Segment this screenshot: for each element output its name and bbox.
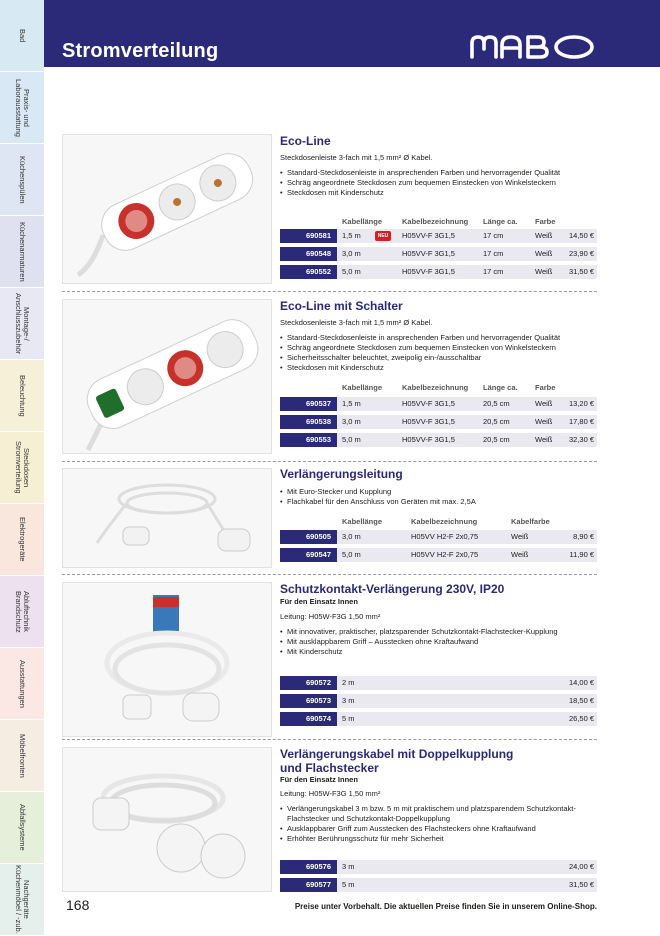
section-title-line2: und Flachstecker [280,761,379,775]
price: 14,00 € [568,678,594,687]
bullet-list [280,804,600,844]
table-row [280,433,597,447]
sidebar-tab[interactable] [0,720,44,792]
sidebar-tab-label: Möbelfronten [18,733,27,778]
bullet-item: • Erhöhter Berührungsschutz für mehr Sicherheit [280,834,600,844]
table-row [280,415,597,429]
product-image-eco-line-switch [62,299,272,454]
page-number: 168 [66,897,90,913]
table-cell: H05VV-F 3G1,5 [402,435,455,444]
table-cell: H05VV-F 3G1,5 [402,417,455,426]
column-header: Länge ca. [483,383,518,392]
section-title: Eco-Line mit Schalter [280,299,403,313]
bullet-item: • Steckdosen mit Kinderschutz [280,188,600,198]
article-number[interactable]: 690547 [280,548,337,562]
bullet-list [280,333,600,373]
bullet-item: • Standard-Steckdosenleiste in ansprechenden Farben und hervorragender Qualität [280,168,600,178]
table-cell: Weiß [535,399,553,408]
table-row [280,548,597,562]
sidebar-tab-label: Elektrogeräte [18,517,27,562]
table-cell: Weiß [535,231,553,240]
article-number[interactable]: 690576 [280,860,337,874]
bullet-list [280,487,600,507]
price: 23,90 € [568,249,594,258]
article-number[interactable]: 690552 [280,265,337,279]
section-title: Eco-Line [280,134,331,148]
table-cell: 2 m [342,678,355,687]
column-header: Länge ca. [483,217,518,226]
table-row [280,265,597,279]
section-desc: Steckdosenleiste 3-fach mit 1,5 mm² Ø Kabel. [280,153,433,162]
table-cell: 3,0 m [342,417,361,426]
table-cell: 20,5 cm [483,399,510,408]
article-number[interactable]: 690577 [280,878,337,892]
table-cell: 3 m [342,862,355,871]
column-header: Kabelbezeichnung [411,517,478,526]
table-cell: Weiß [535,435,553,444]
column-header: Kabellänge [342,517,383,526]
table-row [280,247,597,261]
product-image-extension-cable [62,468,272,568]
table-row [280,676,597,690]
price: 8,90 € [573,532,594,541]
bullet-item: • Standard-Steckdosenleiste in ansprechenden Farben und hervorragender Qualität [280,333,600,343]
column-header: Kabelbezeichnung [402,383,469,392]
table-cell: 17 cm [483,231,504,240]
table-cell: 20,5 cm [483,435,510,444]
sidebar-tab[interactable] [0,504,44,576]
column-header: Kabelfarbe [511,517,550,526]
table-row [280,530,597,544]
price: 24,00 € [568,862,594,871]
sidebar-tab-label: Bad [18,28,27,43]
bullet-item: • Verlängerungskabel 3 m bzw. 5 m mit praktischem und platzsparendem Schutzkontakt-Flachstecker und Schutzkontakt-Doppelkupplung [280,804,600,824]
sidebar-tab-label: Nachgeräte Küchenmöbel / -zub. [14,865,31,934]
bullet-item: • Mit ausklappbarem Griff – Ausstecken ohne Kraftaufwand [280,637,600,647]
sidebar-tab[interactable] [0,360,44,432]
bullet-item: • Mit Euro-Stecker und Kupplung [280,487,600,497]
price: 17,80 € [568,417,594,426]
bullet-list [280,168,600,198]
table-cell: Weiß [511,532,529,541]
table-cell: 5 m [342,880,355,889]
table-cell: H05VV H2-F 2x0,75 [411,532,479,541]
section-title: Verlängerungsleitung [280,467,403,481]
product-image-eco-line [62,134,272,284]
sidebar-tab-label: Küchenarmaturen [18,221,27,282]
article-number[interactable]: 690505 [280,530,337,544]
article-number[interactable]: 690553 [280,433,337,447]
column-header: Kabellänge [342,383,383,392]
table-cell: 1,5 m [342,231,361,240]
column-header: Farbe [535,383,556,392]
table-row [280,878,597,892]
bullet-item: • Mit Kinderschutz [280,647,600,657]
table-cell: 3,0 m [342,532,361,541]
table-row [280,694,597,708]
table-cell: Weiß [535,267,553,276]
column-header: Farbe [535,217,556,226]
table-row [280,229,597,243]
sidebar-tab[interactable] [0,72,44,144]
table-cell: 17 cm [483,267,504,276]
table-cell: Weiß [535,249,553,258]
table-cell: H05VV-F 3G1,5 [402,399,455,408]
table-cell: 5,0 m [342,267,361,276]
sidebar-tab-label: Ausstattungen [18,659,27,708]
divider [62,291,597,292]
bullet-item: • Schräg angeordnete Steckdosen zum bequemen Einstecken von Winkelsteckern [280,343,600,353]
table-cell: Weiß [511,550,529,559]
table-row [280,712,597,726]
product-image-schuko-extension [62,582,272,737]
price: 31,50 € [568,880,594,889]
table-cell: H05VV-F 3G1,5 [402,267,455,276]
sidebar-tab[interactable] [0,0,44,72]
price: 31,50 € [568,267,594,276]
sidebar-tab-label: Abluftechnik Brandschutz [14,590,31,633]
bullet-item: • Schräg angeordnete Steckdosen zum bequemen Einstecken von Winkelsteckern [280,178,600,188]
sidebar-tab-label: Küchenspülen [18,155,27,204]
sidebar-tab-label: Praxis- und Laborausstattung [14,78,31,137]
article-number[interactable]: 690548 [280,247,337,261]
section-subtitle: Für den Einsatz Innen [280,597,358,606]
sidebar-tab-label: Montage-/ Anschlusszubehör [14,292,31,355]
article-number[interactable]: 690574 [280,712,337,726]
mabo-logo [468,33,598,61]
sidebar-tab[interactable] [0,792,44,864]
section-title: Schutzkontakt-Verlängerung 230V, IP20 [280,582,505,596]
article-number[interactable]: 690538 [280,415,337,429]
column-header: Kabellänge [342,217,383,226]
divider [62,574,597,575]
table-cell: H05VV-F 3G1,5 [402,231,455,240]
header [44,0,660,67]
sidebar-tab[interactable] [0,216,44,288]
bullet-item: • Steckdosen mit Kinderschutz [280,363,600,373]
sidebar-tab-label: Steckdosen Stromverteilung [14,441,31,494]
price: 13,20 € [568,399,594,408]
table-cell: H05VV-F 3G1,5 [402,249,455,258]
section-subtitle: Für den Einsatz Innen [280,775,358,784]
table-cell: 5,0 m [342,435,361,444]
price: 32,30 € [568,435,594,444]
sidebar-tab[interactable] [0,864,44,936]
bullet-item: • Mit innovativer, praktischer, platzsparender Schutzkontakt-Flachstecker-Kupplung [280,627,600,637]
table-cell: 17 cm [483,249,504,258]
section-desc: Leitung: H05W-F3G 1,50 mm² [280,612,381,621]
sidebar-tab-label: Abfallsysteme [18,804,27,851]
price: 14,50 € [568,231,594,240]
sidebar-tab[interactable] [0,288,44,360]
sidebar-tab[interactable] [0,576,44,648]
sidebar-tab[interactable] [0,648,44,720]
section-title: Verlängerungskabel mit Doppelkupplung [280,747,514,761]
bullet-item: • Ausklappbarer Griff zum Ausstecken des Flachsteckers ohne Kraftaufwand [280,824,600,834]
divider [62,461,597,462]
table-cell: 1,5 m [342,399,361,408]
table-cell: Weiß [535,417,553,426]
table-row [280,860,597,874]
sidebar [0,0,44,933]
divider [62,739,597,740]
bullet-list [280,627,600,657]
price: 18,50 € [568,696,594,705]
column-header: Kabelbezeichnung [402,217,469,226]
table-cell: H05VV H2-F 2x0,75 [411,550,479,559]
table-cell: 5,0 m [342,550,361,559]
sidebar-tab[interactable] [0,432,44,504]
article-number[interactable]: 690537 [280,397,337,411]
bullet-item: • Sicherheitsschalter beleuchtet, zweipolig ein-/ausschaltbar [280,353,600,363]
table-cell: 3,0 m [342,249,361,258]
page-title: Stromverteilung [62,40,219,62]
table-row [280,397,597,411]
footer-note: Preise unter Vorbehalt. Die aktuellen Preise finden Sie in unserem Online-Shop. [294,902,597,911]
price: 26,50 € [568,714,594,723]
section-desc: Steckdosenleiste 3-fach mit 1,5 mm² Ø Kabel. [280,318,433,327]
article-number[interactable]: 690581 [280,229,337,243]
table-cell: 20,5 cm [483,417,510,426]
article-number[interactable]: 690572 [280,676,337,690]
section-desc: Leitung: H05W-F3G 1,50 mm² [280,789,381,798]
table-cell: 3 m [342,696,355,705]
bullet-item: • Flachkabel für den Anschluss von Geräten mit max. 2,5A [280,497,600,507]
sidebar-tab[interactable] [0,144,44,216]
article-number[interactable]: 690573 [280,694,337,708]
price: 11,90 € [569,550,594,559]
product-image-double-coupling [62,747,272,892]
sidebar-tab-label: Beleuchtung [18,374,27,417]
table-cell: 5 m [342,714,355,723]
new-badge: NEU [375,231,391,241]
